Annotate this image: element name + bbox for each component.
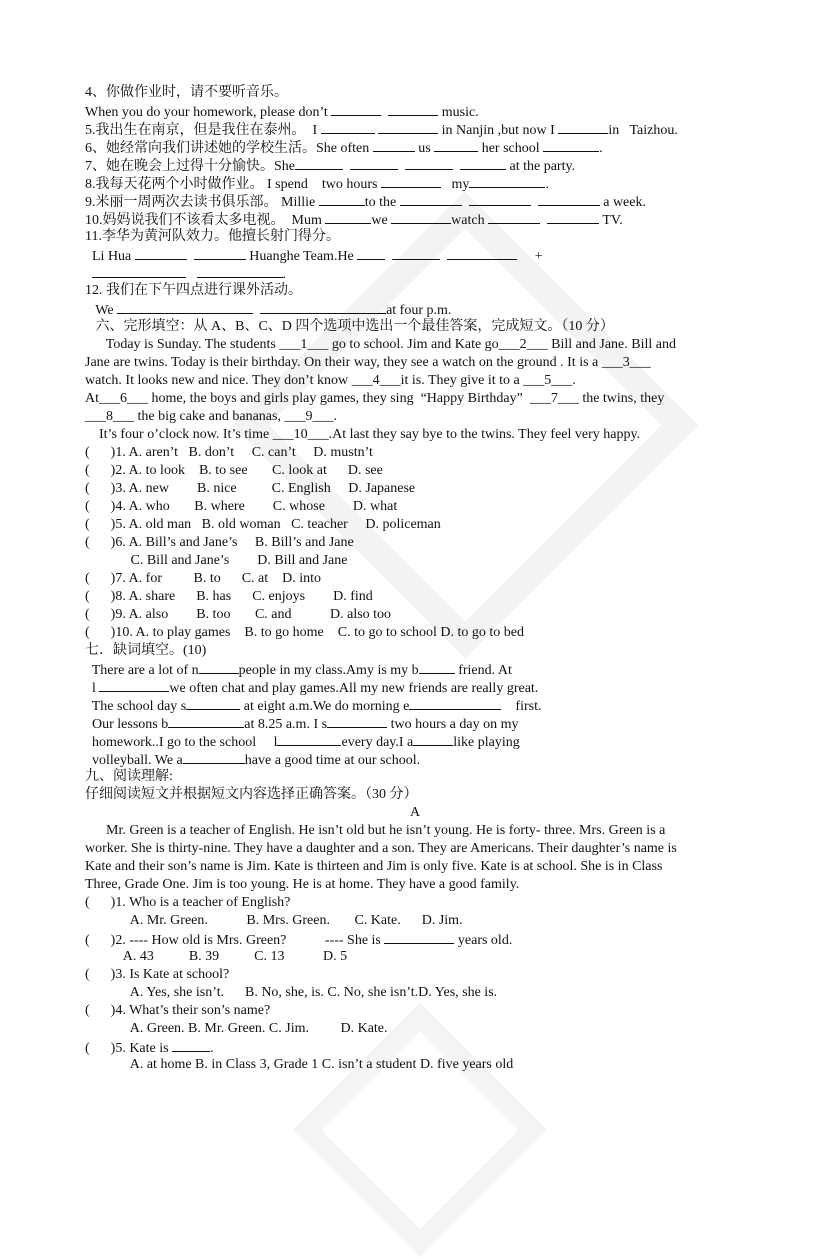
cloze-passage-line: ___8___ the big cake and bananas, ___9___. (85, 409, 337, 424)
q6-line: 6、她经常向我们讲述她的学校生活。She often us her school . (85, 138, 603, 158)
reading-passage-line: worker. She is thirty-nine. They have a daughter and a son. They are Americans. Their daughter’s name is (85, 841, 677, 856)
cloze-option-line: ( )5. A. old man B. old woman C. teacher D. policeman (85, 517, 441, 532)
reading-question: ( )5. Kate is . (85, 1038, 214, 1058)
q11-blanks: . (85, 264, 286, 284)
cloze-option-line: ( )4. A. who B. where C. whose D. what (85, 499, 398, 514)
fill-in-line: There are a lot of n people in my class.Amy is my b friend. At (85, 660, 512, 680)
fill-in-heading: 七．缺词填空。(10) (85, 643, 207, 658)
cloze-option-line: C. Bill and Jane’s D. Bill and Jane (85, 553, 348, 568)
cloze-passage-line: Jane are twins. Today is their birthday. On their way, they see a watch on the ground . It is a ___3___ (85, 355, 651, 370)
reading-heading: 九、阅读理解: (85, 769, 173, 784)
reading-options: A. Mr. Green. B. Mrs. Green. C. Kate. D. Jim. (85, 913, 463, 928)
cloze-option-line: ( )6. A. Bill’s and Jane’s B. Bill’s and Jane (85, 535, 354, 550)
q8-line: 8.我每天花两个小时做作业。 I spend two hours my . (85, 174, 549, 194)
reading-options: A. Yes, she isn’t. B. No, she, is. C. No, she isn’t.D. Yes, she is. (85, 985, 498, 1000)
reading-section-label: A (409, 805, 421, 820)
cloze-option-line: ( )7. A. for B. to C. at D. into (85, 571, 322, 586)
q4-english: When you do your homework, please don’t music. (85, 102, 479, 122)
reading-question: ( )1. Who is a teacher of English? (85, 895, 291, 910)
reading-question: ( )4. What’s their son’s name? (85, 1003, 271, 1018)
q7-line: 7、她在晚会上过得十分愉快。She at the party. (85, 156, 575, 176)
q11-line: Li Hua Huanghe Team.He + (85, 246, 543, 266)
cloze-option-line: ( )8. A. share B. has C. enjoys D. find (85, 589, 373, 604)
reading-instruction: 仔细阅读短文并根据短文内容选择正确答案。（30 分） (85, 787, 418, 802)
fill-in-line: The school day s at eight a.m.We do morning e first. (85, 696, 541, 716)
cloze-option-line: ( )3. A. new B. nice C. English D. Japanese (85, 481, 416, 496)
q9-line: 9.米丽一周两次去读书俱乐部。 Millie to the a week. (85, 192, 646, 212)
fill-in-line: l we often chat and play games.All my new friends are really great. (85, 678, 538, 698)
q5-line: 5.我出生在南京，但是我住在泰州。 I in Nanjin ,but now I in Taizhou. (85, 120, 678, 140)
reading-passage-line: Kate and their son’s name is Jim. Kate is thirteen and Jim is only five. Kate is at school. She is in Class (85, 859, 663, 874)
q12-chinese: 12. 我们在下午四点进行课外活动。 (85, 283, 302, 298)
reading-options: A. at home B. in Class 3, Grade 1 C. isn’t a student D. five years old (85, 1057, 514, 1072)
reading-question: ( )3. Is Kate at school? (85, 967, 230, 982)
q11-chinese: 11.李华为黄河队效力。他擅长射门得分。 (85, 229, 340, 244)
q12-line: We at four p.m. (85, 300, 451, 320)
q10-line: 10.妈妈说我们不该看太多电视。 Mum we watch TV. (85, 210, 623, 230)
reading-options: A. Green. B. Mr. Green. C. Jim. D. Kate. (85, 1021, 388, 1036)
cloze-option-line: ( )2. A. to look B. to see C. look at D. see (85, 463, 383, 478)
reading-options: A. 43 B. 39 C. 13 D. 5 (85, 949, 348, 964)
cloze-passage-line: watch. It looks new and nice. They don’t know ___4___it is. They give it to a ___5___. (85, 373, 576, 388)
reading-passage-line: Three, Grade One. Jim is too young. He is at home. They have a good family. (85, 877, 520, 892)
cloze-passage-line: At___6___ home, the boys and girls play games, they sing “Happy Birthday” ___7___ the twins, they (85, 391, 665, 406)
reading-passage-line: Mr. Green is a teacher of English. He isn’t old but he isn’t young. He is forty- three. Mrs. Green is a (85, 823, 666, 838)
cloze-passage-line: Today is Sunday. The students ___1___ go to school. Jim and Kate go___2___ Bill and Jane. Bill and (85, 337, 676, 352)
reading-question: ( )2. ---- How old is Mrs. Green? ---- She is years old. (85, 930, 512, 950)
fill-in-line: volleyball. We a have a good time at our school. (85, 750, 420, 770)
cloze-option-line: ( )1. A. aren’t B. don’t C. can’t D. mustn’t (85, 445, 373, 460)
fill-in-line: homework..I go to the school l every day.I a like playing (85, 732, 520, 752)
cloze-heading: 六、完形填空：从 A、B、C、D 四个选项中选出一个最佳答案，完成短文。（10 分） (85, 319, 614, 334)
cloze-passage-line: It’s four o’clock now. It’s time ___10___.At last they say bye to the twins. They feel very happy. (85, 427, 641, 442)
q4-chinese: 4、你做作业时，请不要听音乐。 (85, 85, 288, 100)
fill-in-line: Our lessons b at 8.25 a.m. I s two hours a day on my (85, 714, 519, 734)
cloze-option-line: ( )10. A. to play games B. to go home C. to go to school D. to go to bed (85, 625, 525, 640)
cloze-option-line: ( )9. A. also B. too C. and D. also too (85, 607, 392, 622)
